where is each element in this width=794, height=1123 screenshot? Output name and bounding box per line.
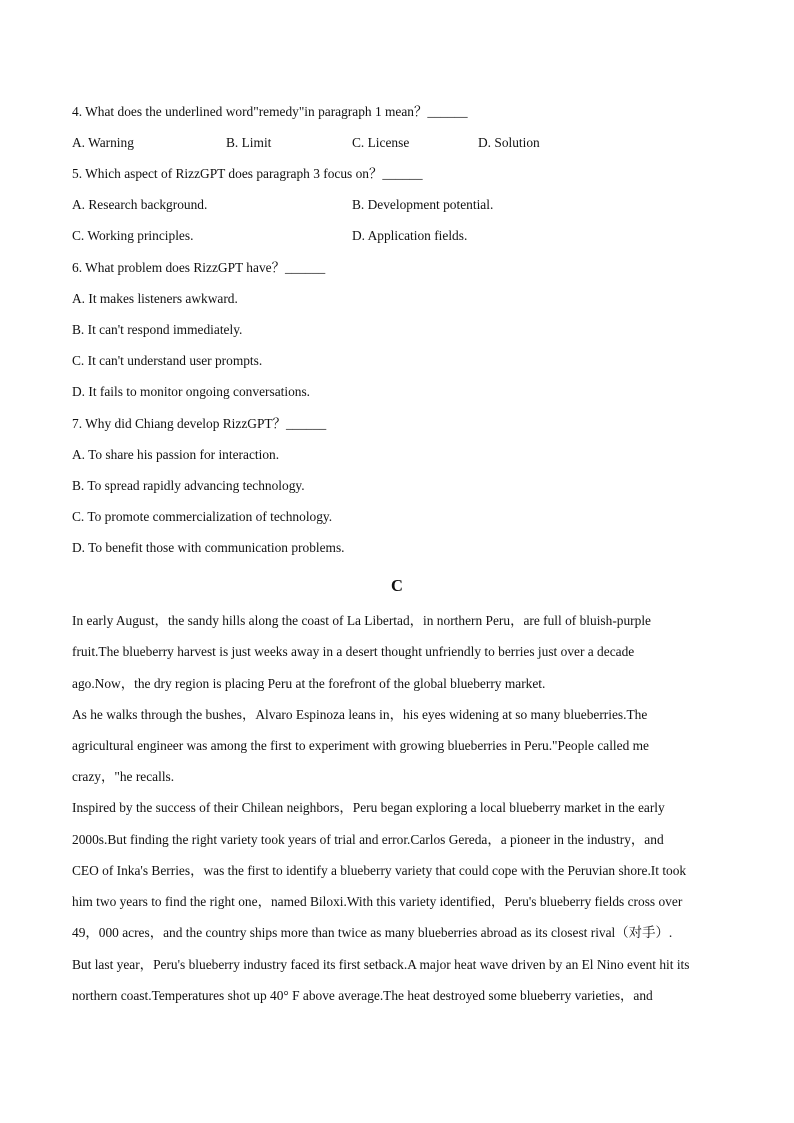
question-4-option-b: B. Limit	[226, 135, 272, 150]
question-7-stem: 7. Why did Chiang develop RizzGPT？______	[72, 416, 327, 431]
question-5-option-b: B. Development potential.	[352, 197, 494, 212]
passage-line: As he walks through the bushes，Alvaro Espinoza leans in，his eyes widening at so many blueberries.The	[72, 707, 648, 722]
question-6-option-a: A. It makes listeners awkward.	[72, 291, 238, 306]
question-4-option-a: A. Warning	[72, 135, 134, 150]
question-4-stem: 4. What does the underlined word"remedy"in paragraph 1 mean？______	[72, 104, 468, 119]
question-5-stem: 5. Which aspect of RizzGPT does paragraph 3 focus on？______	[72, 166, 423, 181]
passage-line: CEO of Inka's Berries，was the first to identify a blueberry variety that could cope with the Peruvian shore.It took	[72, 863, 687, 878]
question-6-option-b: B. It can't respond immediately.	[72, 322, 243, 337]
passage-line: ago.Now，the dry region is placing Peru at the forefront of the global blueberry market.	[72, 676, 546, 691]
question-7-option-b: B. To spread rapidly advancing technology.	[72, 478, 305, 493]
question-5-option-c: C. Working principles.	[72, 228, 194, 243]
passage-line: agricultural engineer was among the first to experiment with growing blueberries in Peru."People called me	[72, 738, 649, 753]
question-7-option-c: C. To promote commercialization of technology.	[72, 509, 333, 524]
passage-line: In early August，the sandy hills along the coast of La Libertad，in northern Peru，are full of bluish-purple	[72, 613, 652, 628]
passage-line: him two years to find the right one，named Biloxi.With this variety identified，Peru's blueberry fields cross over	[72, 894, 683, 909]
question-7-option-d: D. To benefit those with communication problems.	[72, 540, 345, 555]
question-6-option-c: C. It can't understand user prompts.	[72, 353, 263, 368]
passage-line: crazy，"he recalls.	[72, 769, 175, 784]
passage-line: 2000s.But finding the right variety took years of trial and error.Carlos Gereda，a pioneer in the industry，and	[72, 832, 664, 847]
passage-line: northern coast.Temperatures shot up 40° F above average.The heat destroyed some blueberry varieties，and	[72, 988, 653, 1003]
passage-line: 49，000 acres，and the country ships more than twice as many blueberries abroad as its closest rival（对手）.	[72, 925, 673, 940]
passage-line: fruit.The blueberry harvest is just weeks away in a desert thought unfriendly to berries just over a decade	[72, 644, 635, 659]
question-5-option-d: D. Application fields.	[352, 228, 468, 243]
question-7-option-a: A. To share his passion for interaction.	[72, 447, 280, 462]
question-6-stem: 6. What problem does RizzGPT have？______	[72, 260, 326, 275]
passage-line: Inspired by the success of their Chilean neighbors，Peru began exploring a local blueberry market in the early	[72, 800, 665, 815]
section-heading: C	[391, 576, 403, 595]
question-4-option-d: D. Solution	[478, 135, 540, 150]
question-5-option-a: A. Research background.	[72, 197, 208, 212]
question-6-option-d: D. It fails to monitor ongoing conversations.	[72, 384, 311, 399]
passage-line: But last year，Peru's blueberry industry faced its first setback.A major heat wave driven by an El Nino event hit its	[72, 957, 690, 972]
question-4-option-c: C. License	[352, 135, 410, 150]
